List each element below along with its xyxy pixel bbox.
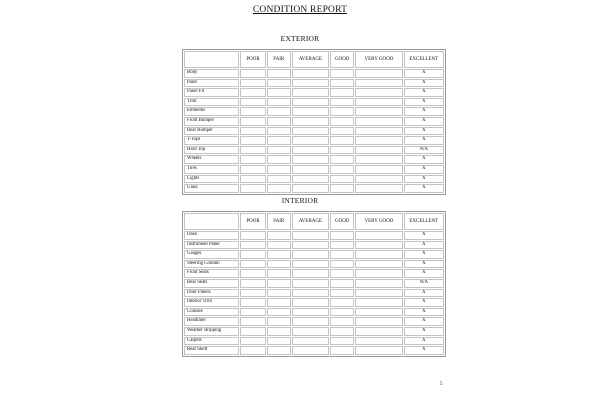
header-cell-poor: POOR	[240, 51, 265, 68]
table-row	[184, 317, 444, 326]
table-row	[184, 155, 444, 164]
rating-cell-poor	[240, 165, 265, 174]
table-row	[184, 298, 444, 307]
row-label: Panel Fit	[184, 88, 239, 97]
row-label: Weather stripping	[184, 327, 239, 336]
row-label: Hard Top	[184, 146, 239, 155]
table-row	[184, 269, 444, 278]
table-row	[184, 98, 444, 107]
rating-cell-poor	[240, 88, 265, 97]
rating-cell-very-good	[355, 260, 402, 269]
rating-cell-fair	[267, 250, 291, 259]
rating-cell-good	[330, 117, 354, 126]
table-row	[184, 346, 444, 355]
header-cell-excellent: EXCELLENT	[404, 51, 444, 68]
rating-cell-excellent: X	[404, 298, 444, 307]
rating-cell-average	[292, 136, 329, 145]
rating-cell-fair	[267, 184, 291, 193]
table-row	[184, 184, 444, 193]
table-row	[184, 231, 444, 240]
rating-cell-average	[292, 317, 329, 326]
rating-cell-good	[330, 346, 354, 355]
rating-cell-excellent: X	[404, 127, 444, 136]
rating-cell-fair	[267, 117, 291, 126]
rating-cell-average	[292, 298, 329, 307]
rating-cell-average	[292, 269, 329, 278]
rating-cell-very-good	[355, 346, 402, 355]
row-label: Lights	[184, 175, 239, 184]
rating-cell-poor	[240, 175, 265, 184]
table-header-row	[184, 51, 444, 68]
rating-cell-very-good	[355, 146, 402, 155]
rating-cell-very-good	[355, 184, 402, 193]
page-title: CONDITION REPORT	[252, 5, 348, 15]
rating-cell-average	[292, 107, 329, 116]
table-header-row	[184, 213, 444, 230]
rating-cell-excellent: X	[404, 136, 444, 145]
rating-cell-fair	[267, 298, 291, 307]
table-row	[184, 69, 444, 78]
rating-cell-excellent: X	[404, 117, 444, 126]
rating-cell-good	[330, 337, 354, 346]
rating-cell-fair	[267, 337, 291, 346]
rating-cell-poor	[240, 260, 265, 269]
header-cell-good: GOOD	[330, 213, 354, 230]
rating-cell-poor	[240, 337, 265, 346]
row-label: Gauges	[184, 250, 239, 259]
rating-cell-very-good	[355, 136, 402, 145]
header-cell-very-good: VERY GOOD	[355, 51, 402, 68]
rating-cell-excellent: N/A	[404, 146, 444, 155]
rating-cell-poor	[240, 184, 265, 193]
rating-cell-average	[292, 117, 329, 126]
rating-cell-poor	[240, 231, 265, 240]
rating-cell-fair	[267, 127, 291, 136]
rating-cell-excellent: X	[404, 184, 444, 193]
table-row	[184, 175, 444, 184]
interior-section-title: INTERIOR	[281, 196, 319, 205]
row-label: Emblems	[184, 107, 239, 116]
table-row	[184, 136, 444, 145]
rating-cell-good	[330, 79, 354, 88]
rating-cell-good	[330, 175, 354, 184]
rating-cell-excellent: X	[404, 107, 444, 116]
table-row	[184, 117, 444, 126]
rating-cell-fair	[267, 79, 291, 88]
rating-cell-excellent: X	[404, 337, 444, 346]
rating-cell-fair	[267, 155, 291, 164]
rating-cell-very-good	[355, 165, 402, 174]
rating-cell-average	[292, 165, 329, 174]
rating-cell-average	[292, 155, 329, 164]
rating-cell-very-good	[355, 317, 402, 326]
rating-cell-very-good	[355, 117, 402, 126]
rating-cell-fair	[267, 231, 291, 240]
rating-cell-poor	[240, 98, 265, 107]
rating-cell-average	[292, 260, 329, 269]
rating-cell-excellent: X	[404, 346, 444, 355]
rating-cell-fair	[267, 107, 291, 116]
rating-cell-average	[292, 346, 329, 355]
row-label: Tires	[184, 165, 239, 174]
rating-cell-poor	[240, 308, 265, 317]
rating-cell-fair	[267, 308, 291, 317]
row-label: Rear Seats	[184, 279, 239, 288]
rating-cell-very-good	[355, 269, 402, 278]
header-cell-item	[184, 51, 239, 68]
rating-cell-very-good	[355, 231, 402, 240]
rating-cell-fair	[267, 146, 291, 155]
row-label: Trim	[184, 98, 239, 107]
rating-cell-excellent: X	[404, 165, 444, 174]
rating-cell-poor	[240, 279, 265, 288]
rating-cell-poor	[240, 107, 265, 116]
rating-cell-average	[292, 88, 329, 97]
rating-cell-excellent: X	[404, 308, 444, 317]
rating-cell-good	[330, 269, 354, 278]
row-label: Front Bumper	[184, 117, 239, 126]
interior-condition-table	[182, 211, 446, 357]
rating-cell-poor	[240, 346, 265, 355]
header-cell-item	[184, 213, 239, 230]
rating-cell-good	[330, 231, 354, 240]
rating-cell-very-good	[355, 250, 402, 259]
rating-cell-fair	[267, 98, 291, 107]
header-cell-fair: FAIR	[267, 51, 291, 68]
rating-cell-very-good	[355, 289, 402, 298]
table-row	[184, 337, 444, 346]
table-row	[184, 107, 444, 116]
rating-cell-good	[330, 241, 354, 250]
rating-cell-excellent: X	[404, 289, 444, 298]
header-cell-fair: FAIR	[267, 213, 291, 230]
rating-cell-poor	[240, 241, 265, 250]
rating-cell-good	[330, 289, 354, 298]
row-label: Interior Trim	[184, 298, 239, 307]
rating-cell-excellent: X	[404, 250, 444, 259]
table-row	[184, 327, 444, 336]
rating-cell-average	[292, 231, 329, 240]
rating-cell-average	[292, 175, 329, 184]
table-row	[184, 279, 444, 288]
rating-cell-average	[292, 98, 329, 107]
rating-cell-average	[292, 279, 329, 288]
rating-cell-excellent: X	[404, 327, 444, 336]
page-number: 5	[440, 382, 443, 387]
rating-cell-very-good	[355, 241, 402, 250]
rating-cell-average	[292, 79, 329, 88]
table-row	[184, 260, 444, 269]
row-label: Rear Shelf	[184, 346, 239, 355]
rating-cell-very-good	[355, 107, 402, 116]
rating-cell-good	[330, 69, 354, 78]
rating-cell-excellent: X	[404, 260, 444, 269]
rating-cell-good	[330, 317, 354, 326]
rating-cell-poor	[240, 146, 265, 155]
rating-cell-average	[292, 241, 329, 250]
rating-cell-poor	[240, 79, 265, 88]
table-row	[184, 165, 444, 174]
rating-cell-good	[330, 136, 354, 145]
rating-cell-average	[292, 127, 329, 136]
row-label: Carpets	[184, 337, 239, 346]
rating-cell-good	[330, 155, 354, 164]
row-label: Steering Column	[184, 260, 239, 269]
rating-cell-very-good	[355, 88, 402, 97]
rating-cell-fair	[267, 279, 291, 288]
rating-cell-average	[292, 69, 329, 78]
rating-cell-poor	[240, 155, 265, 164]
rating-cell-fair	[267, 289, 291, 298]
rating-cell-fair	[267, 327, 291, 336]
row-label: Paint	[184, 79, 239, 88]
rating-cell-poor	[240, 298, 265, 307]
rating-cell-very-good	[355, 175, 402, 184]
rating-cell-poor	[240, 327, 265, 336]
rating-cell-very-good	[355, 79, 402, 88]
rating-cell-poor	[240, 69, 265, 78]
table-row	[184, 241, 444, 250]
rating-cell-very-good	[355, 327, 402, 336]
row-label: Body	[184, 69, 239, 78]
rating-cell-fair	[267, 241, 291, 250]
rating-cell-fair	[267, 175, 291, 184]
header-cell-poor: POOR	[240, 213, 265, 230]
table-row	[184, 289, 444, 298]
rating-cell-average	[292, 308, 329, 317]
rating-cell-good	[330, 327, 354, 336]
rating-cell-good	[330, 146, 354, 155]
rating-cell-fair	[267, 269, 291, 278]
header-cell-very-good: VERY GOOD	[355, 213, 402, 230]
table-row	[184, 79, 444, 88]
rating-cell-average	[292, 289, 329, 298]
rating-cell-very-good	[355, 308, 402, 317]
table-row	[184, 88, 444, 97]
rating-cell-excellent: X	[404, 88, 444, 97]
rating-cell-very-good	[355, 337, 402, 346]
rating-cell-excellent: X	[404, 231, 444, 240]
row-label: T-Tops	[184, 136, 239, 145]
row-label: Glass	[184, 184, 239, 193]
rating-cell-good	[330, 260, 354, 269]
rating-cell-excellent: X	[404, 98, 444, 107]
rating-cell-very-good	[355, 298, 402, 307]
row-label: Instrument Panel	[184, 241, 239, 250]
header-cell-excellent: EXCELLENT	[404, 213, 444, 230]
rating-cell-good	[330, 308, 354, 317]
rating-cell-excellent: X	[404, 269, 444, 278]
rating-cell-very-good	[355, 155, 402, 164]
rating-cell-fair	[267, 88, 291, 97]
rating-cell-excellent: X	[404, 79, 444, 88]
rating-cell-fair	[267, 260, 291, 269]
rating-cell-poor	[240, 117, 265, 126]
header-cell-average: AVERAGE	[292, 213, 329, 230]
rating-cell-good	[330, 250, 354, 259]
header-cell-average: AVERAGE	[292, 51, 329, 68]
row-label: Front Seats	[184, 269, 239, 278]
rating-cell-fair	[267, 165, 291, 174]
rating-cell-average	[292, 184, 329, 193]
table-row	[184, 127, 444, 136]
row-label: Headliner	[184, 317, 239, 326]
row-label: Console	[184, 308, 239, 317]
exterior-section-title: EXTERIOR	[280, 34, 320, 43]
rating-cell-fair	[267, 69, 291, 78]
row-label: Rear Bumper	[184, 127, 239, 136]
rating-cell-excellent: X	[404, 241, 444, 250]
rating-cell-poor	[240, 127, 265, 136]
rating-cell-good	[330, 88, 354, 97]
rating-cell-fair	[267, 317, 291, 326]
rating-cell-fair	[267, 346, 291, 355]
rating-cell-poor	[240, 136, 265, 145]
rating-cell-very-good	[355, 98, 402, 107]
rating-cell-poor	[240, 289, 265, 298]
rating-cell-excellent: X	[404, 175, 444, 184]
rating-cell-poor	[240, 269, 265, 278]
rating-cell-very-good	[355, 279, 402, 288]
rating-cell-poor	[240, 317, 265, 326]
table-row	[184, 146, 444, 155]
rating-cell-good	[330, 279, 354, 288]
rating-cell-excellent: X	[404, 155, 444, 164]
rating-cell-good	[330, 184, 354, 193]
rating-cell-excellent: X	[404, 317, 444, 326]
exterior-condition-table	[182, 49, 446, 195]
rating-cell-average	[292, 327, 329, 336]
rating-cell-fair	[267, 136, 291, 145]
rating-cell-average	[292, 337, 329, 346]
rating-cell-poor	[240, 250, 265, 259]
rating-cell-good	[330, 98, 354, 107]
rating-cell-good	[330, 127, 354, 136]
row-label: Wheels	[184, 155, 239, 164]
table-row	[184, 250, 444, 259]
rating-cell-very-good	[355, 69, 402, 78]
rating-cell-excellent: N/A	[404, 279, 444, 288]
rating-cell-good	[330, 107, 354, 116]
row-label: Dash	[184, 231, 239, 240]
row-label: Door Panels	[184, 289, 239, 298]
rating-cell-very-good	[355, 127, 402, 136]
rating-cell-average	[292, 250, 329, 259]
table-row	[184, 308, 444, 317]
rating-cell-excellent: X	[404, 69, 444, 78]
rating-cell-good	[330, 298, 354, 307]
rating-cell-good	[330, 165, 354, 174]
header-cell-good: GOOD	[330, 51, 354, 68]
rating-cell-average	[292, 146, 329, 155]
